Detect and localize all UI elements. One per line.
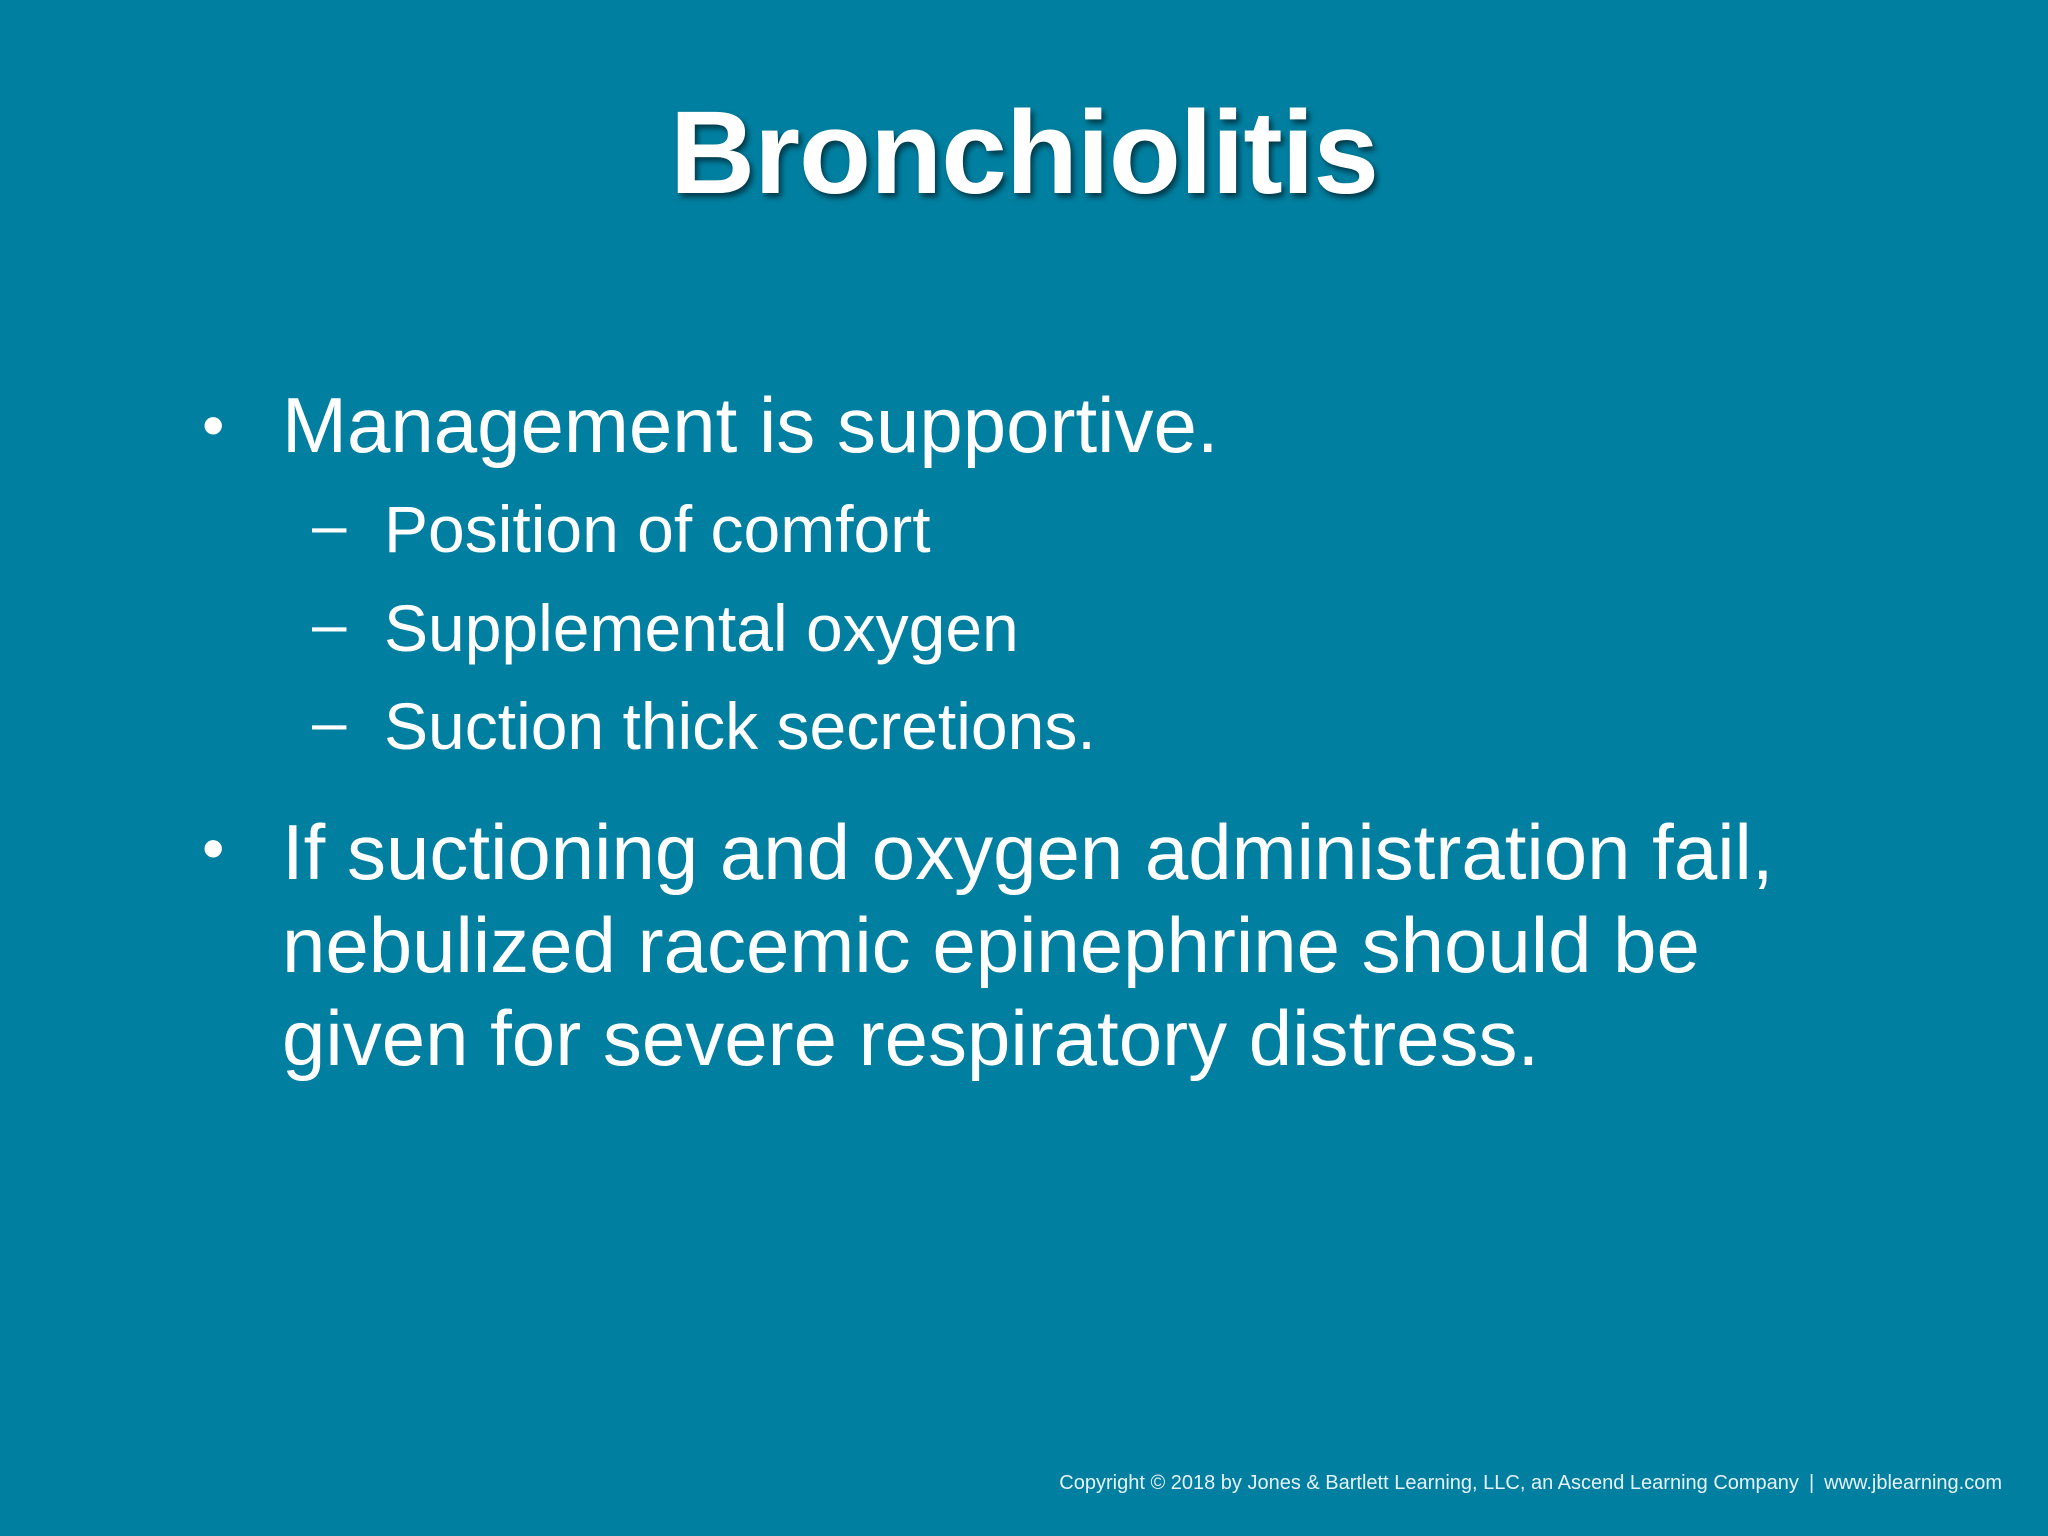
copyright-text: Copyright © 2018 by Jones & Bartlett Learning, LLC, an Ascend Learning Company [1059, 1472, 1799, 1494]
subitem-2-text: Supplemental oxygen [384, 591, 1019, 665]
subitem-dash: – [312, 491, 347, 560]
subitem-dash: – [312, 590, 347, 659]
bullet-2-line-3: given for severe respiratory distress. [282, 994, 1540, 1082]
bullet-marker: • [202, 812, 225, 884]
slide-title: Bronchiolitis [669, 87, 1379, 219]
website-link[interactable]: www.jblearning.com [1824, 1472, 2002, 1494]
subitem-dash: – [312, 688, 347, 757]
bullet-2-line-1: If suctioning and oxygen administration fail, [282, 808, 1774, 896]
bullet-1-text: Management is supportive. [282, 381, 1219, 469]
bullet-marker: • [202, 389, 225, 461]
subitem-3-text: Suction thick secretions. [384, 689, 1096, 763]
bullet-2-line-2: nebulized racemic epinephrine should be [282, 901, 1700, 989]
copyright-footer [1059, 1470, 2002, 1496]
footer-separator: | [1808, 1472, 1815, 1494]
subitem-1-text: Position of comfort [384, 492, 931, 566]
